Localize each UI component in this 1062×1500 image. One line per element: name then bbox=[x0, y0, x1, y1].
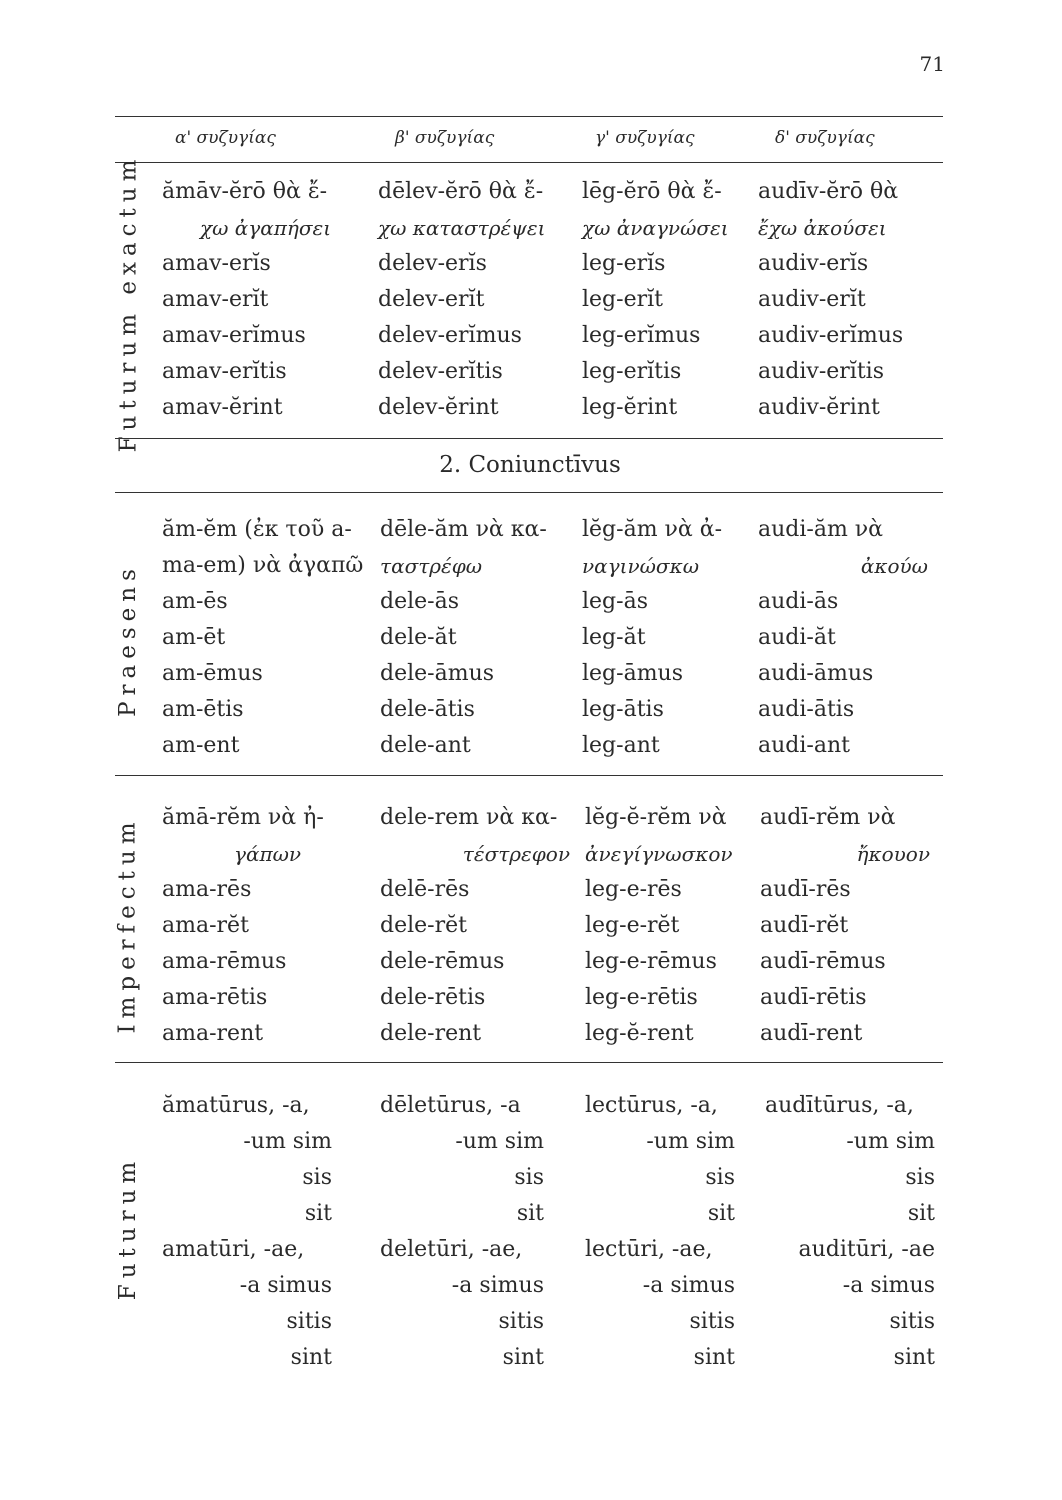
cell: audi-ăm νὰ bbox=[758, 517, 884, 542]
imperfectum-col-2 bbox=[380, 800, 580, 1052]
cell: delev-erĭtis bbox=[378, 359, 503, 384]
cell: sis bbox=[514, 1165, 544, 1190]
futurum-col-2 bbox=[380, 1088, 580, 1376]
cell: audi-āmus bbox=[758, 661, 874, 686]
cell: sint bbox=[290, 1345, 332, 1370]
section-label-imperfectum: Imperfectum bbox=[115, 816, 142, 1034]
cell: ama-rĕt bbox=[162, 913, 249, 938]
cell: audi-ăt bbox=[758, 625, 836, 650]
cell: am-ent bbox=[162, 733, 240, 758]
cell: audī-rēmus bbox=[760, 949, 886, 974]
cell: audī-rĕt bbox=[760, 913, 849, 938]
cell: audiv-ĕrint bbox=[758, 395, 880, 420]
cell: audī-rĕm νὰ bbox=[760, 805, 896, 830]
cell: -a simus bbox=[842, 1273, 935, 1298]
cell: audi-ās bbox=[758, 589, 839, 614]
futurum-exactum-col-4 bbox=[758, 174, 958, 426]
cell: χω καταστρέψει bbox=[378, 216, 546, 240]
cell: ămāv-ĕrō θὰ ἔ- bbox=[162, 179, 328, 204]
cell: leg-ĕrint bbox=[582, 395, 678, 420]
cell: ταστρέφω bbox=[380, 554, 483, 578]
cell: audī-rētis bbox=[760, 985, 867, 1010]
cell: lĕg-ĕ-rĕm νὰ bbox=[585, 805, 727, 830]
cell: leg-ant bbox=[582, 733, 660, 758]
cell: leg-e-rēs bbox=[585, 877, 682, 902]
cell: sit bbox=[707, 1201, 735, 1226]
cell: sit bbox=[516, 1201, 544, 1226]
cell: leg-āmus bbox=[582, 661, 684, 686]
cell: dele-ātis bbox=[380, 697, 475, 722]
cell: γάπων bbox=[234, 842, 302, 866]
cell: audiv-erĭmus bbox=[758, 323, 904, 348]
cell: leg-ātis bbox=[582, 697, 664, 722]
cell: am-ēs bbox=[162, 589, 228, 614]
cell: -a simus bbox=[239, 1273, 332, 1298]
cell: am-ēt bbox=[162, 625, 226, 650]
cell: sitis bbox=[889, 1309, 935, 1334]
cell: lēg-ĕrō θὰ ἔ- bbox=[582, 179, 722, 204]
header-rule bbox=[115, 162, 943, 163]
section-rule bbox=[115, 775, 943, 776]
cell: ămā-rĕm νὰ ἠ- bbox=[162, 805, 324, 830]
cell: dele-ant bbox=[380, 733, 471, 758]
cell: sitis bbox=[286, 1309, 332, 1334]
cell: dēlev-ĕrō θὰ ἔ- bbox=[378, 179, 544, 204]
cell: amav-erĭmus bbox=[162, 323, 306, 348]
top-rule bbox=[115, 116, 943, 117]
cell: leg-e-rĕt bbox=[585, 913, 680, 938]
cell: dele-rētis bbox=[380, 985, 486, 1010]
cell: audiv-erĭt bbox=[758, 287, 866, 312]
cell: sis bbox=[705, 1165, 735, 1190]
cell: -a simus bbox=[451, 1273, 544, 1298]
section-label-futurum: Futurum bbox=[115, 1155, 142, 1300]
section-rule bbox=[115, 492, 943, 493]
page-number: 71 bbox=[919, 52, 945, 76]
cell: amav-ĕrint bbox=[162, 395, 283, 420]
cell: dele-rem νὰ κα- bbox=[380, 805, 558, 830]
cell: audītūrus, -a, bbox=[765, 1093, 914, 1118]
cell: ama-rēmus bbox=[162, 949, 287, 974]
cell: τέστρεφον bbox=[462, 842, 570, 866]
section-label-futurum-exactum: Futurum exactum bbox=[115, 153, 142, 452]
cell: leg-erĭt bbox=[582, 287, 663, 312]
praesens-col-4 bbox=[758, 512, 958, 764]
cell: sitis bbox=[689, 1309, 735, 1334]
cell: amatūri, -ae, bbox=[162, 1237, 305, 1262]
cell: ama-rētis bbox=[162, 985, 268, 1010]
cell: delev-erĭt bbox=[378, 287, 485, 312]
cell: amav-erĭt bbox=[162, 287, 269, 312]
futurum-exactum-col-1 bbox=[162, 174, 362, 426]
cell: sint bbox=[502, 1345, 544, 1370]
cell: leg-erĭtis bbox=[582, 359, 682, 384]
cell: ἀνεγίγνωσκον bbox=[585, 842, 733, 866]
cell: ama-rent bbox=[162, 1021, 264, 1046]
cell: sitis bbox=[498, 1309, 544, 1334]
cell: leg-e-rētis bbox=[585, 985, 698, 1010]
mood-heading: 2. Coniunctīvus bbox=[439, 452, 621, 478]
cell: dele-rent bbox=[380, 1021, 482, 1046]
section-label-praesens: Praesens bbox=[115, 563, 142, 717]
cell: leg-erĭmus bbox=[582, 323, 701, 348]
cell: sit bbox=[907, 1201, 935, 1226]
futurum-exactum-col-3 bbox=[582, 174, 782, 426]
section-rule bbox=[115, 1062, 943, 1063]
cell: leg-ās bbox=[582, 589, 648, 614]
cell: delev-erĭmus bbox=[378, 323, 522, 348]
cell: amav-erĭs bbox=[162, 251, 271, 276]
cell: dele-āmus bbox=[380, 661, 495, 686]
cell: audiv-erĭs bbox=[758, 251, 869, 276]
cell: -a simus bbox=[642, 1273, 735, 1298]
cell: delev-ĕrint bbox=[378, 395, 499, 420]
futurum-col-1 bbox=[162, 1088, 362, 1376]
cell: sit bbox=[304, 1201, 332, 1226]
cell: lectūrus, -a, bbox=[585, 1093, 718, 1118]
cell: am-ētis bbox=[162, 697, 244, 722]
cell: χω ἀγαπήσει bbox=[200, 216, 332, 240]
cell: ναγινώσκω bbox=[582, 554, 700, 578]
cell: dele-ăt bbox=[380, 625, 457, 650]
header-col-2: β' συζυγίας bbox=[395, 128, 495, 148]
cell: sis bbox=[302, 1165, 332, 1190]
cell: audī-rent bbox=[760, 1021, 863, 1046]
cell: sis bbox=[905, 1165, 935, 1190]
cell: -um sim bbox=[455, 1129, 544, 1154]
cell: ἀκούω bbox=[860, 554, 928, 578]
cell: lĕg-ăm νὰ ἀ- bbox=[582, 517, 723, 542]
imperfectum-col-1 bbox=[162, 800, 362, 1052]
cell: audi-ant bbox=[758, 733, 850, 758]
cell: χω ἀναγνώσει bbox=[582, 216, 729, 240]
cell: -um sim bbox=[646, 1129, 735, 1154]
cell: am-ēmus bbox=[162, 661, 263, 686]
cell: delē-rēs bbox=[380, 877, 470, 902]
cell: ăm-ĕm (ἐκ τοῦ a- bbox=[162, 517, 352, 542]
cell: sint bbox=[693, 1345, 735, 1370]
cell: deletūri, -ae, bbox=[380, 1237, 523, 1262]
cell: audi-ātis bbox=[758, 697, 855, 722]
header-col-3: γ' συζυγίας bbox=[595, 128, 695, 148]
cell: audī-rēs bbox=[760, 877, 851, 902]
cell: audīv-ĕrō θὰ bbox=[758, 179, 899, 204]
imperfectum-col-4 bbox=[760, 800, 960, 1052]
cell: sint bbox=[893, 1345, 935, 1370]
cell: audiv-erĭtis bbox=[758, 359, 885, 384]
cell: auditūri, -ae bbox=[798, 1237, 935, 1262]
cell: leg-ĕ-rent bbox=[585, 1021, 694, 1046]
cell: dēletūrus, -a bbox=[380, 1093, 521, 1118]
header-col-1: α' συζυγίας bbox=[175, 128, 276, 148]
praesens-col-3 bbox=[582, 512, 782, 764]
futurum-col-3 bbox=[585, 1088, 785, 1376]
futurum-col-4 bbox=[765, 1088, 965, 1376]
cell: -um sim bbox=[846, 1129, 935, 1154]
cell: dēle-ăm νὰ κα- bbox=[380, 517, 547, 542]
cell: amav-erĭtis bbox=[162, 359, 287, 384]
cell: dele-rēmus bbox=[380, 949, 505, 974]
cell: -um sim bbox=[243, 1129, 332, 1154]
cell: leg-e-rēmus bbox=[585, 949, 717, 974]
cell: dele-ās bbox=[380, 589, 459, 614]
imperfectum-col-3 bbox=[585, 800, 785, 1052]
cell: delev-erĭs bbox=[378, 251, 487, 276]
section-rule bbox=[115, 438, 943, 439]
header-col-4: δ' συζυγίας bbox=[775, 128, 875, 148]
cell: dele-rĕt bbox=[380, 913, 467, 938]
cell: leg-ăt bbox=[582, 625, 646, 650]
cell: leg-erĭs bbox=[582, 251, 666, 276]
futurum-exactum-col-2 bbox=[378, 174, 578, 426]
cell: ama-rēs bbox=[162, 877, 252, 902]
cell: ămatūrus, -a, bbox=[162, 1093, 310, 1118]
cell: ἔχω ἀκούσει bbox=[758, 216, 887, 240]
cell: ἤκουον bbox=[856, 842, 930, 866]
cell: lectūri, -ae, bbox=[585, 1237, 713, 1262]
praesens-col-2 bbox=[380, 512, 580, 764]
cell: ma-em) νὰ ἀγαπῶ bbox=[162, 553, 364, 578]
praesens-col-1 bbox=[162, 512, 362, 764]
